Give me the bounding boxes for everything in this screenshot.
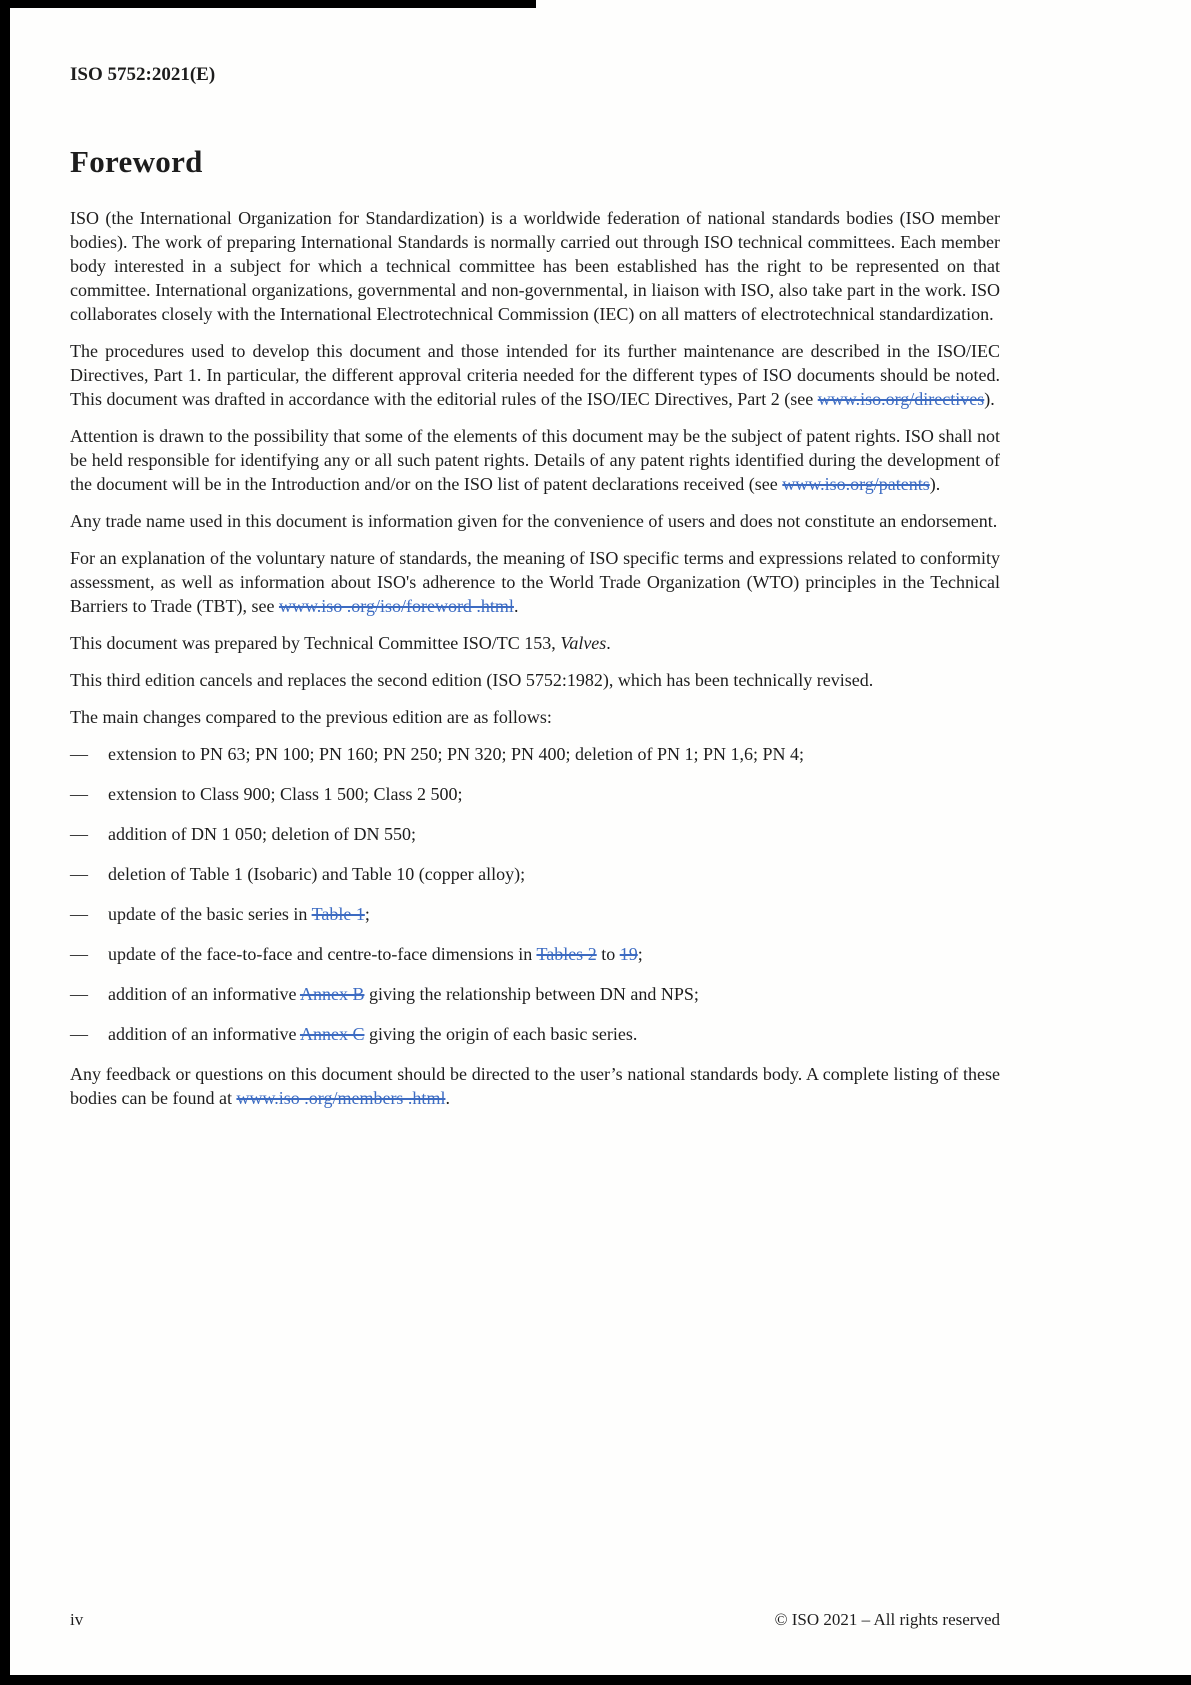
bullet-item [70, 782, 1000, 806]
bullet-item [70, 1022, 1000, 1046]
bullet-text [108, 942, 1000, 966]
text-run: ; [364, 904, 370, 924]
scan-border-top [0, 0, 536, 8]
text-run: This third edition cancels and replaces the second edition (ISO 5752:1982), which has been technically revised. [70, 670, 874, 690]
bullet-text [108, 1022, 1000, 1046]
committee-subject-italic: Valves [560, 633, 607, 653]
text-run: to [596, 944, 620, 964]
bullet-text [108, 742, 1000, 766]
bullet-text [108, 982, 1000, 1006]
page-title: Foreword [70, 144, 203, 179]
text-run: giving the relationship between DN and NPS; [364, 984, 699, 1004]
paragraph [70, 668, 1000, 692]
tables-2-link[interactable]: Tables 2 [536, 944, 597, 964]
text-run: The main changes compared to the previous edition are as follows: [70, 707, 552, 727]
text-run: . [445, 1088, 450, 1108]
text-run: deletion of Table 1 (Isobaric) and Table 10 (copper alloy); [108, 864, 526, 884]
foreword-url-link[interactable]: www.iso .org/iso/foreword .html [278, 596, 514, 616]
bullet-item [70, 982, 1000, 1006]
page-content [70, 64, 1000, 1123]
text-run: ). [984, 389, 995, 409]
text-run: . [513, 596, 519, 616]
text-run: extension to PN 63; PN 100; PN 160; PN 250; PN 320; PN 400; deletion of PN 1; PN 1,6; PN 4; [108, 744, 805, 764]
table-1-link[interactable]: Table 1 [311, 904, 365, 924]
document-body [70, 206, 1000, 1110]
paragraph [70, 424, 1000, 496]
text-run: addition of an informative [108, 1024, 300, 1044]
text-run: giving the origin of each basic series. [364, 1024, 638, 1044]
text-run: This document was prepared by Technical Committee ISO/TC 153, [70, 633, 561, 653]
text-run: update of the basic series in [108, 904, 312, 924]
text-run: . [606, 633, 611, 653]
bullet-dash: — [70, 824, 88, 844]
bullet-text [108, 862, 1000, 886]
patents-link[interactable]: www.iso.org/patents [782, 474, 930, 494]
paragraph [70, 206, 1000, 326]
paragraph [70, 509, 1000, 533]
paragraph [70, 339, 1000, 411]
bullet-item [70, 822, 1000, 846]
doc-reference: ISO 5752:2021(E) [70, 64, 216, 85]
text-run: ; [637, 944, 643, 964]
bullet-text [108, 822, 1000, 846]
bullet-dash: — [70, 864, 88, 884]
paragraph [70, 1062, 1000, 1110]
text-run: ). [929, 474, 941, 494]
bullet-item [70, 942, 1000, 966]
text-run: Attention is drawn to the possibility that some of the elements of this document may be the subject of patent rights. ISO shall not be held responsible for identifying any or all such patent rights. Details of any patent rights identified during the development of the document will be in the Introduction and/or on the ISO list of patent declarations received (see [70, 426, 1000, 494]
copyright-notice: © ISO 2021 – All rights reserved [774, 1610, 1000, 1629]
bullet-text [108, 902, 1000, 926]
bullet-dash: — [70, 1024, 88, 1044]
text-run: ISO (the International Organization for Standardization) is a worldwide federation of national standards bodies (ISO member bodies). The work of preparing International Standards is normally carried out through ISO technical committees. Each member body interested in a subject for which a technical committee has been established has the right to be represented on that committee. International organizations, governmental and non-governmental, in liaison with ISO, also take part in the work. ISO collaborates closely with the International Electrotechnical Commission (IEC) on all matters of electrotechnical standardization. [70, 208, 1000, 324]
bullet-dash: — [70, 944, 88, 964]
bullet-item [70, 742, 1000, 766]
bullet-dash: — [70, 784, 88, 804]
scan-border-left [0, 0, 10, 1685]
text-run: addition of an informative [108, 984, 300, 1004]
text-run: extension to Class 900; Class 1 500; Class 2 500; [108, 784, 463, 804]
scan-border-bottom [0, 1675, 1191, 1685]
bullet-item [70, 862, 1000, 886]
text-run: update of the face-to-face and centre-to-face dimensions in [108, 944, 537, 964]
text-run: Any trade name used in this document is information given for the convenience of users and does not constitute an endorsement. [70, 511, 998, 531]
directives-link[interactable]: www.iso.org/directives [817, 389, 985, 409]
paragraph [70, 705, 1000, 729]
bullet-text [108, 782, 1000, 806]
paragraph [70, 546, 1000, 618]
bullet-dash: — [70, 984, 88, 1004]
text-run: Any feedback or questions on this document should be directed to the user’s national standards body. A complete listing of these bodies can be found at [70, 1064, 1000, 1108]
bullet-dash: — [70, 744, 88, 764]
annex-c-link[interactable]: Annex C [299, 1024, 365, 1044]
members-url-link[interactable]: www.iso .org/members .html [236, 1088, 446, 1108]
page-number: iv [70, 1610, 84, 1629]
paragraph [70, 631, 1000, 655]
table-19-link[interactable]: 19 [619, 944, 638, 964]
text-run: For an explanation of the voluntary nature of standards, the meaning of ISO specific terms and expressions related to conformity assessment, as well as information about ISO's adherence to the World Trade Organization (WTO) principles in the Technical Barriers to Trade (TBT), see [70, 548, 1000, 616]
text-run: The procedures used to develop this document and those intended for its further maintenance are described in the ISO/IEC Directives, Part 1. In particular, the different approval criteria needed for the different types of ISO documents should be noted. This document was drafted in accordance with the editorial rules of the ISO/IEC Directives, Part 2 (see [70, 341, 1000, 409]
annex-b-link[interactable]: Annex B [299, 984, 365, 1004]
text-run: addition of DN 1 050; deletion of DN 550; [108, 824, 416, 844]
bullet-dash: — [70, 904, 88, 924]
bullet-item [70, 902, 1000, 926]
